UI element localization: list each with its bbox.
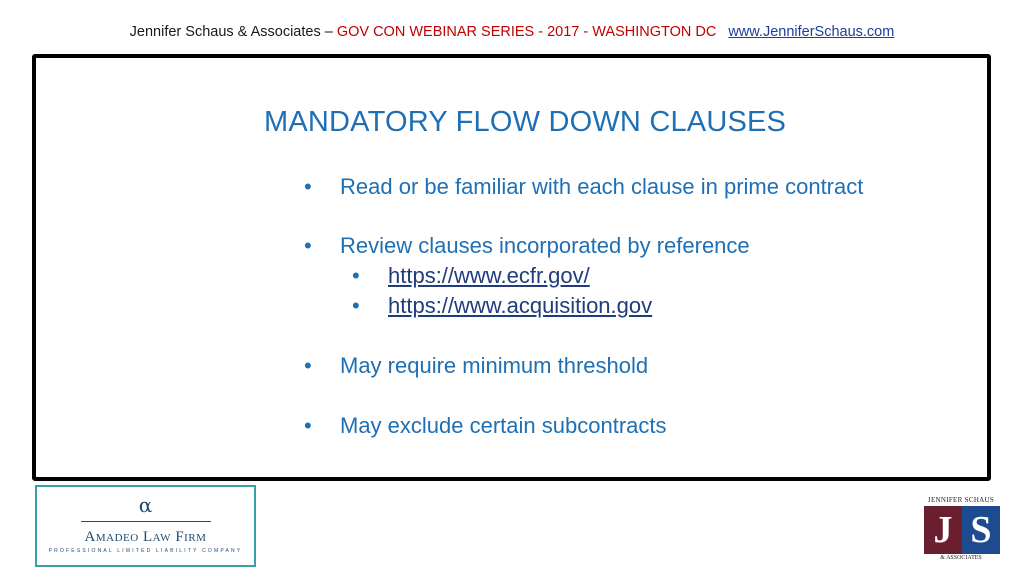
amadeo-law-firm-logo: [35, 485, 256, 567]
bullet-item: [304, 413, 667, 439]
bullet-text: May exclude certain subcontracts: [340, 413, 667, 438]
bullet-dot: •: [304, 233, 312, 258]
ecfr-link[interactable]: https://www.ecfr.gov/: [388, 263, 590, 288]
header-firm: Jennifer Schaus & Associates –: [129, 24, 337, 40]
bullet-dot: •: [304, 174, 312, 199]
slide-title: MANDATORY FLOW DOWN CLAUSES: [264, 106, 787, 138]
bullet-item: [304, 233, 750, 259]
bullet-text: Review clauses incorporated by reference: [340, 233, 750, 258]
logo-bottom-text: & ASSOCIATES: [940, 555, 982, 561]
logo-letter-s: S: [962, 506, 1000, 554]
bullet-item: [304, 353, 649, 379]
bullet-text: May require minimum threshold: [340, 353, 649, 378]
slide-frame: [32, 54, 991, 481]
bullet-text: Read or be familiar with each clause in prime contract: [340, 174, 864, 199]
alpha-symbol: α: [138, 493, 153, 517]
logo-top-text: JENNIFER SCHAUS: [927, 496, 995, 504]
sub-bullet-item: [352, 263, 590, 289]
acquisition-link[interactable]: https://www.acquisition.gov: [388, 293, 653, 318]
jennifer-schaus-logo: [922, 496, 1000, 564]
sub-bullet-item: [352, 293, 653, 319]
bullet-dot: •: [352, 263, 360, 288]
header-series: GOV CON WEBINAR SERIES - 2017 - WASHINGTON DC: [336, 24, 717, 40]
bullet-dot: •: [304, 353, 312, 378]
logo-letter-j: J: [924, 506, 962, 554]
header-website-link[interactable]: www.JenniferSchaus.com: [728, 24, 895, 40]
bullet-item: [304, 174, 864, 200]
header-bar: [0, 24, 1024, 40]
logo-firm-name: Amadeo Law Firm: [84, 529, 207, 545]
logo-tagline: PROFESSIONAL LIMITED LIABILITY COMPANY: [48, 548, 243, 554]
logo-divider: [81, 521, 211, 522]
bullet-dot: •: [304, 413, 312, 438]
bullet-dot: •: [352, 293, 360, 318]
